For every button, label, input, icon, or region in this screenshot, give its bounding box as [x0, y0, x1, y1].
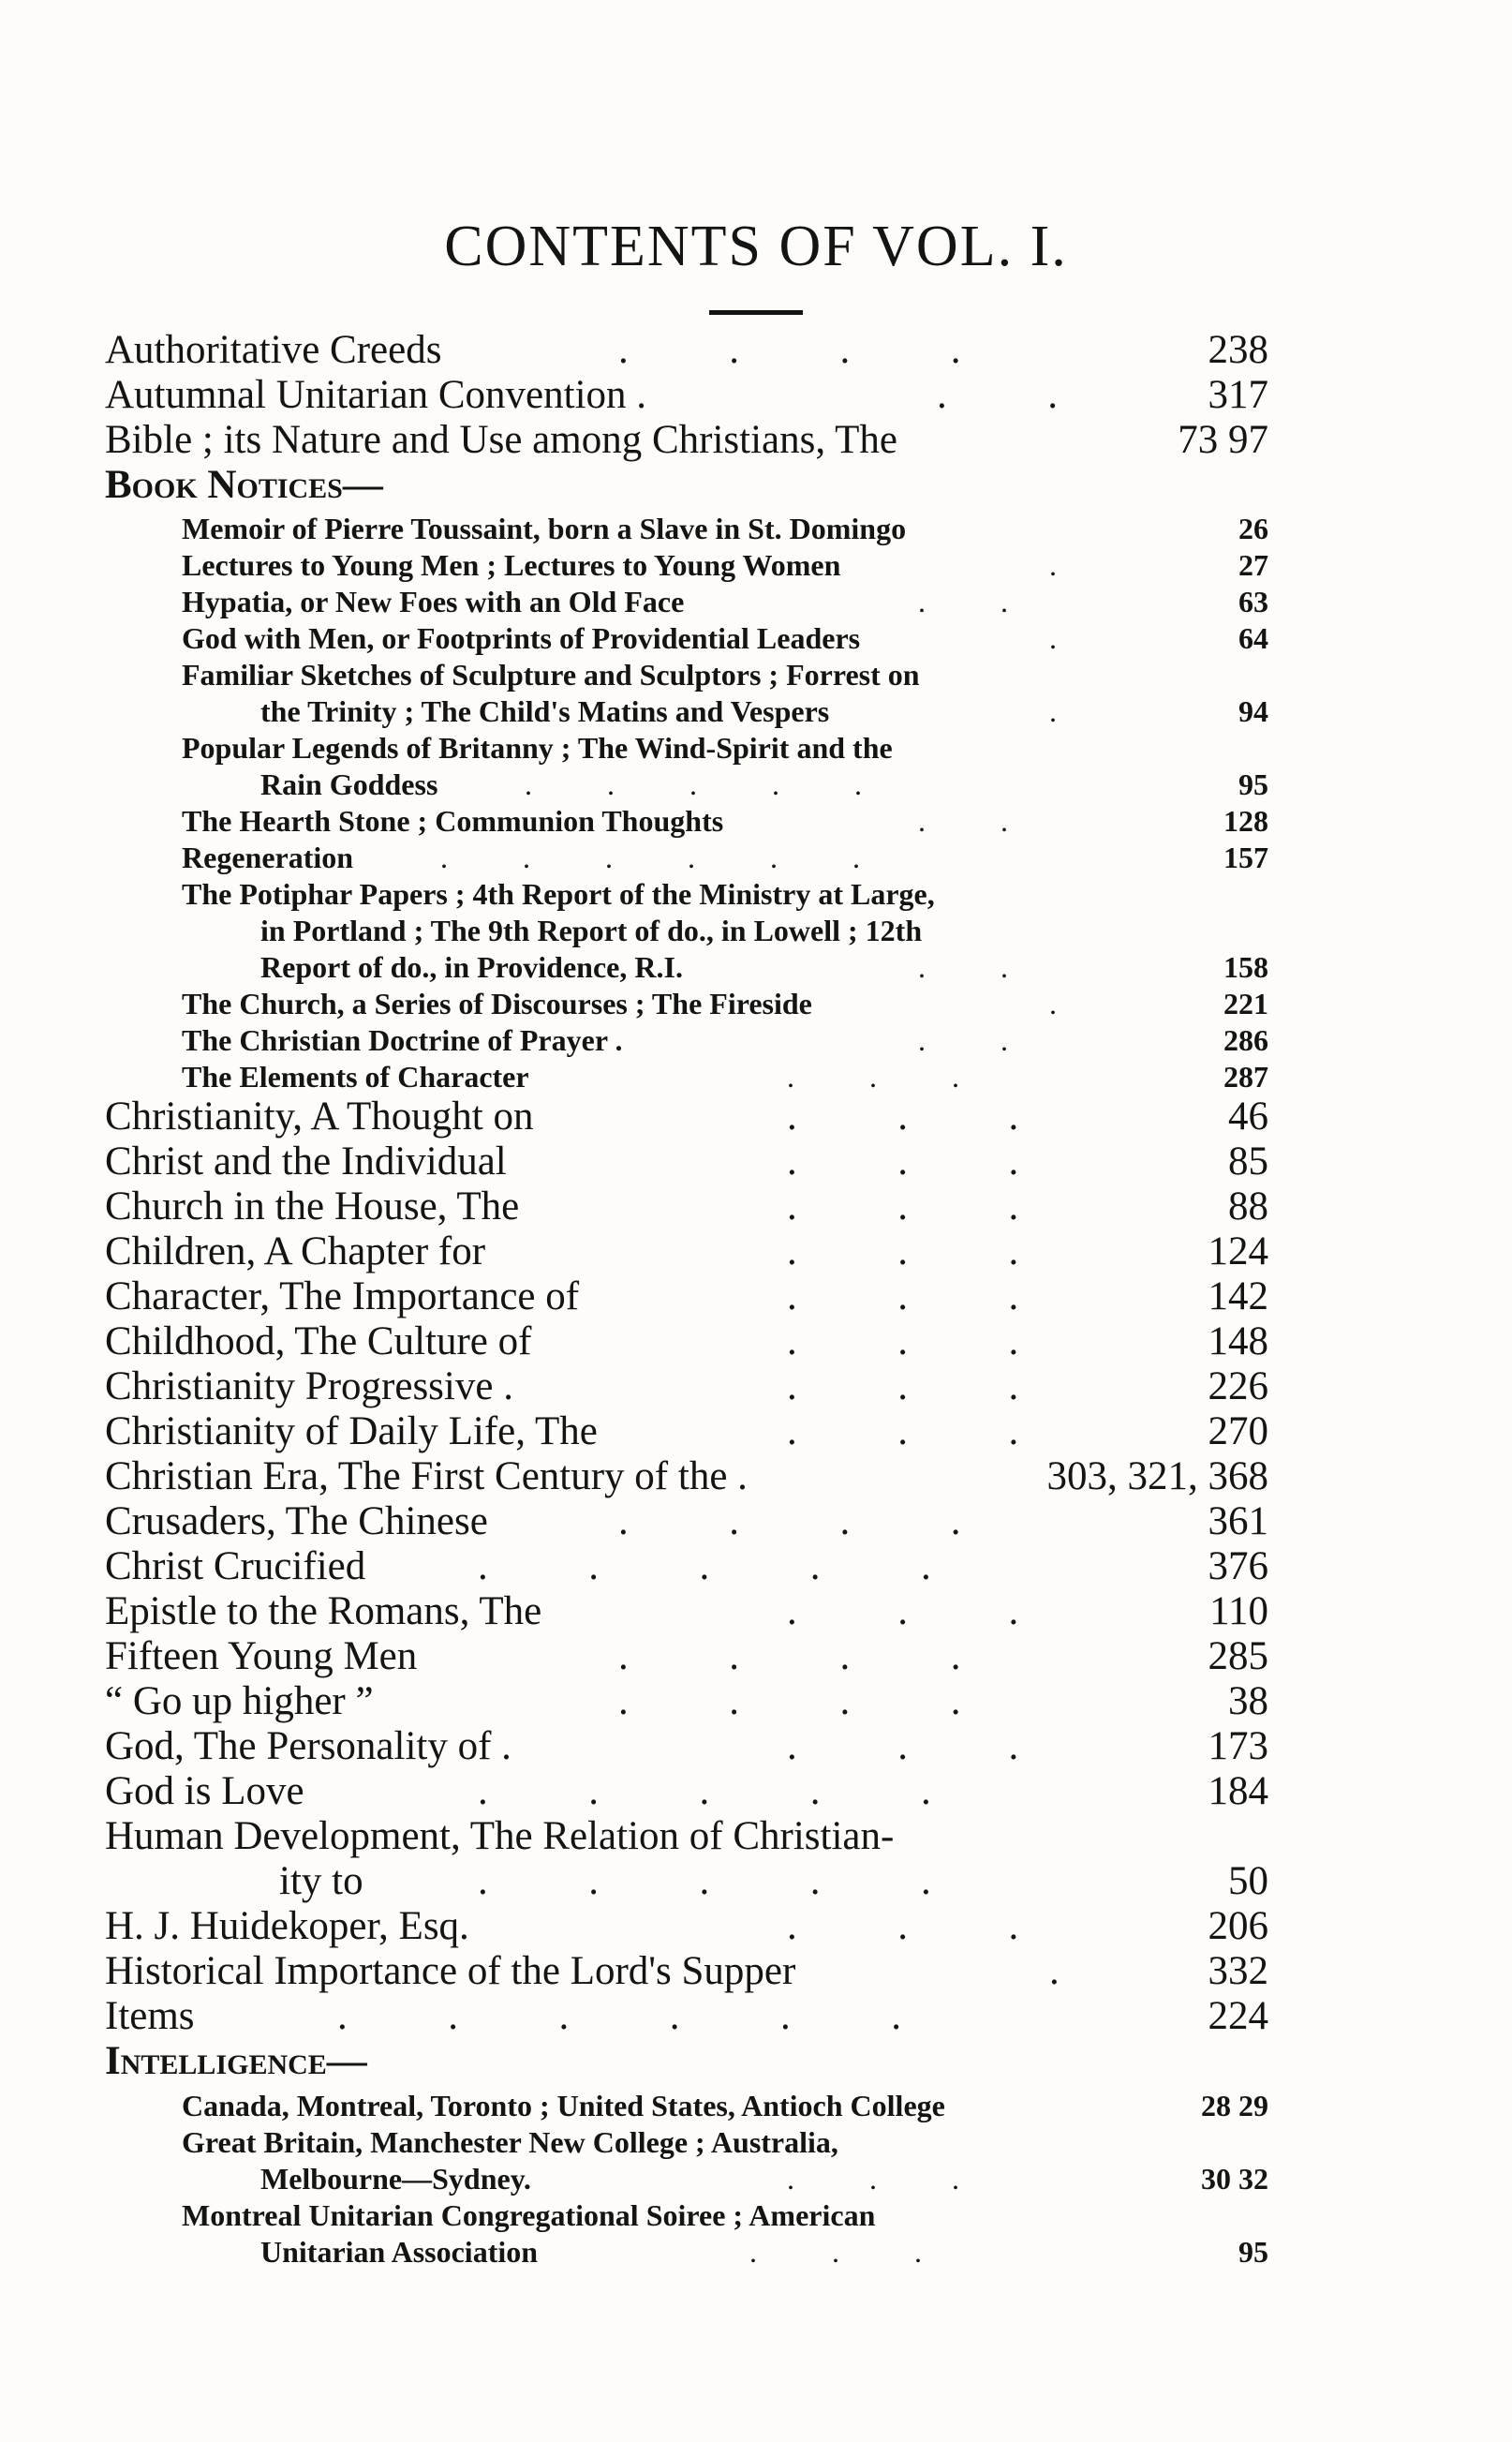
entry-title: Autumnal Unitarian Convention .	[105, 373, 647, 417]
contents-entry	[0, 584, 1512, 619]
entry-title: Childhood, The Culture of	[105, 1319, 532, 1363]
leader-dots: . .	[937, 373, 1058, 417]
leader-dots: . . .	[787, 1094, 1019, 1139]
contents-entry	[0, 1589, 1512, 1634]
page-number: 287	[1223, 1060, 1268, 1094]
entry-title: Unitarian Association	[260, 2235, 539, 2269]
leader-dots: . . .	[787, 1589, 1019, 1633]
leader-dots: . . . . .	[478, 1544, 931, 1588]
entry-title: The Elements of Character	[182, 1060, 529, 1094]
page-number: 46	[1228, 1094, 1268, 1139]
contents-entry	[0, 511, 1512, 546]
contents-entry	[0, 1364, 1512, 1409]
page-number: 158	[1223, 950, 1268, 984]
entry-title: Rain Goddess	[260, 767, 438, 801]
leader-dots: . . .	[787, 1184, 1019, 1228]
contents-entry	[0, 1184, 1512, 1229]
page-number: 38	[1228, 1679, 1268, 1723]
contents-entry	[0, 2124, 1512, 2160]
entry-title: Christianity of Daily Life, The	[105, 1409, 598, 1453]
entry-title: in Portland ; The 9th Report of do., in Lowell ; 12th	[260, 914, 923, 947]
page-number: 376	[1208, 1544, 1268, 1588]
entry-title: Popular Legends of Britanny ; The Wind-Spirit and the	[182, 731, 893, 765]
entry-title: Book Notices—	[105, 463, 383, 507]
leader-dots: . . .	[787, 2162, 959, 2196]
contents-entry	[0, 1094, 1512, 1139]
entry-title: Church in the House, The	[105, 1184, 520, 1228]
entry-title: Bible ; its Nature and Use among Christians, The	[105, 418, 897, 462]
leader-dots: . . . .	[618, 1499, 961, 1543]
entry-title: Great Britain, Manchester New College ; Australia,	[182, 2125, 838, 2159]
leader-dots: .	[1049, 1949, 1060, 1993]
page-number: 94	[1238, 694, 1268, 728]
leader-dots: . .	[918, 1023, 1008, 1057]
contents-entry	[0, 463, 1512, 508]
leader-dots: . . . .	[618, 1634, 961, 1678]
page-number: 173	[1208, 1724, 1268, 1768]
contents-entry	[0, 949, 1512, 985]
contents-entry	[0, 1274, 1512, 1319]
contents-entry	[0, 1022, 1512, 1058]
page-number: 332	[1208, 1949, 1268, 1993]
leader-dots: . . . . .	[478, 1769, 931, 1813]
leader-dots: . . .	[787, 1904, 1019, 1948]
page-number: 88	[1228, 1184, 1268, 1228]
contents-entry	[0, 1319, 1512, 1364]
contents-entry	[0, 767, 1512, 802]
leader-dots: . . . . .	[525, 767, 862, 801]
contents-entry	[0, 1059, 1512, 1094]
contents-entry	[0, 803, 1512, 839]
entry-title: The Potiphar Papers ; 4th Report of the Ministry at Large,	[182, 877, 935, 911]
leader-dots: .	[1049, 694, 1057, 728]
entry-title: God, The Personality of .	[105, 1724, 511, 1768]
page-number: 184	[1208, 1769, 1268, 1813]
leader-dots: .	[1049, 548, 1057, 582]
page-number: 85	[1228, 1139, 1268, 1184]
page-number: 361	[1208, 1499, 1268, 1543]
contents-entry	[0, 373, 1512, 418]
page-number: 148	[1208, 1319, 1268, 1363]
entry-title: “ Go up higher ”	[105, 1679, 374, 1723]
page-number: 157	[1223, 841, 1268, 874]
page-number: 142	[1208, 1274, 1268, 1318]
contents-entry	[0, 1904, 1512, 1949]
page-number: 27	[1238, 548, 1268, 582]
page-number: 224	[1208, 1994, 1268, 2038]
page-number: 95	[1238, 767, 1268, 801]
entry-title: Regeneration	[182, 841, 354, 874]
page-number: 124	[1208, 1229, 1268, 1273]
contents-entry	[0, 1949, 1512, 1994]
contents-entry	[0, 730, 1512, 766]
entry-title: Intelligence—	[105, 2039, 367, 2083]
page-number: 303, 321, 368	[1046, 1454, 1268, 1498]
leader-dots: . . . . . .	[440, 841, 860, 874]
page-number: 128	[1223, 804, 1268, 838]
contents-entry	[0, 840, 1512, 875]
contents-entry	[0, 1499, 1512, 1544]
entry-title: Christianity, A Thought on	[105, 1094, 534, 1139]
entry-title: the Trinity ; The Child's Matins and Vespers	[260, 694, 830, 728]
contents-entry	[0, 1859, 1512, 1904]
contents-entry	[0, 1544, 1512, 1589]
entry-title: Hypatia, or New Foes with an Old Face	[182, 585, 685, 618]
leader-dots: . .	[918, 804, 1008, 838]
page-title: CONTENTS OF VOL. I.	[444, 215, 1068, 278]
contents-entry	[0, 986, 1512, 1021]
leader-dots: . . .	[787, 1409, 1019, 1453]
entry-title: Christ and the Individual	[105, 1139, 507, 1184]
leader-dots: . .	[918, 950, 1008, 984]
leader-dots: .	[1049, 987, 1057, 1020]
page-number: 110	[1209, 1589, 1268, 1633]
contents-entry	[0, 1814, 1512, 1859]
entry-title: Familiar Sketches of Sculpture and Sculptors ; Forrest on	[182, 658, 920, 692]
leader-dots: .	[1049, 621, 1057, 655]
contents-entry	[0, 620, 1512, 656]
contents-entry	[0, 693, 1512, 729]
page-number: 285	[1208, 1634, 1268, 1678]
leader-dots: . .	[918, 585, 1008, 618]
contents-entry	[0, 2197, 1512, 2233]
contents-entry	[0, 1229, 1512, 1274]
page-number: 73 97	[1178, 418, 1268, 462]
leader-dots: . . . . . .	[337, 1994, 901, 2038]
page-number: 270	[1208, 1409, 1268, 1453]
entry-title: Character, The Importance of	[105, 1274, 580, 1318]
entry-title: Melbourne—Sydney.	[260, 2162, 531, 2196]
entry-title: Items	[105, 1994, 195, 2038]
contents-entry	[0, 1724, 1512, 1769]
entry-title: Fifteen Young Men	[105, 1634, 418, 1678]
contents-entry	[0, 2234, 1512, 2270]
page-number: 221	[1223, 987, 1268, 1020]
leader-dots: . . .	[787, 1229, 1019, 1273]
contents-entry	[0, 657, 1512, 692]
contents-entry	[0, 1994, 1512, 2039]
entry-title: God with Men, or Footprints of Providential Leaders	[182, 621, 861, 655]
contents-entry	[0, 913, 1512, 948]
page-number: 63	[1238, 585, 1268, 618]
entry-title: The Christian Doctrine of Prayer .	[182, 1023, 623, 1057]
page-number: 30 32	[1201, 2162, 1268, 2196]
page-number: 95	[1238, 2235, 1268, 2269]
page-number: 317	[1208, 373, 1268, 417]
leader-dots: . . .	[787, 1139, 1019, 1184]
page-number: 286	[1223, 1023, 1268, 1057]
leader-dots: . . .	[787, 1724, 1019, 1768]
entry-title: Christianity Progressive .	[105, 1364, 513, 1408]
entry-title: Memoir of Pierre Toussaint, born a Slave in St. Domingo	[182, 512, 907, 545]
entry-title: Christian Era, The First Century of the .	[105, 1454, 748, 1498]
entry-title: Human Development, The Relation of Christian-	[105, 1814, 895, 1858]
contents-entry	[0, 2161, 1512, 2196]
contents-entry	[0, 1634, 1512, 1679]
contents-entry	[0, 1679, 1512, 1724]
leader-dots: . . .	[787, 1274, 1019, 1318]
leader-dots: . . . .	[618, 328, 961, 372]
contents-entry	[0, 1769, 1512, 1814]
entry-title: Report of do., in Providence, R.I.	[260, 950, 683, 984]
contents-entry	[0, 1139, 1512, 1184]
entry-title: Authoritative Creeds	[105, 328, 442, 372]
entry-title: Crusaders, The Chinese	[105, 1499, 488, 1543]
page-number: 28 29	[1201, 2089, 1268, 2122]
contents-entry	[0, 328, 1512, 373]
leader-dots: . . . .	[618, 1679, 961, 1723]
contents-entry	[0, 418, 1512, 463]
contents-entry	[0, 547, 1512, 583]
entry-title: The Hearth Stone ; Communion Thoughts	[182, 804, 724, 838]
entry-title: Epistle to the Romans, The	[105, 1589, 542, 1633]
contents-entry	[0, 1409, 1512, 1454]
contents-entry	[0, 876, 1512, 912]
entry-title: Montreal Unitarian Congregational Soiree ; American	[182, 2198, 876, 2232]
page-number: 64	[1238, 621, 1268, 655]
entry-title: ity to	[279, 1859, 363, 1903]
entry-title: The Church, a Series of Discourses ; The Fireside	[182, 987, 812, 1020]
entry-title: Lectures to Young Men ; Lectures to Young Women	[182, 548, 841, 582]
contents-entry	[0, 2088, 1512, 2123]
entry-title: Canada, Montreal, Toronto ; United States, Antioch College	[182, 2089, 945, 2122]
page-number: 238	[1208, 328, 1268, 372]
leader-dots: . . . . .	[478, 1859, 931, 1903]
page-number: 206	[1208, 1904, 1268, 1948]
contents-entry	[0, 2039, 1512, 2084]
leader-dots: . . .	[787, 1060, 959, 1094]
entry-title: God is Love	[105, 1769, 304, 1813]
entry-title: Christ Crucified	[105, 1544, 366, 1588]
entry-title: Historical Importance of the Lord's Supper	[105, 1949, 796, 1993]
leader-dots: . . .	[787, 1364, 1019, 1408]
contents-entry	[0, 1454, 1512, 1499]
page-number: 26	[1238, 512, 1268, 545]
page-number: 50	[1228, 1859, 1268, 1903]
leader-dots: . . .	[749, 2235, 922, 2269]
entry-title: H. J. Huidekoper, Esq.	[105, 1904, 469, 1948]
page-number: 226	[1208, 1364, 1268, 1408]
leader-dots: . . .	[787, 1319, 1019, 1363]
entry-title: Children, A Chapter for	[105, 1229, 486, 1273]
